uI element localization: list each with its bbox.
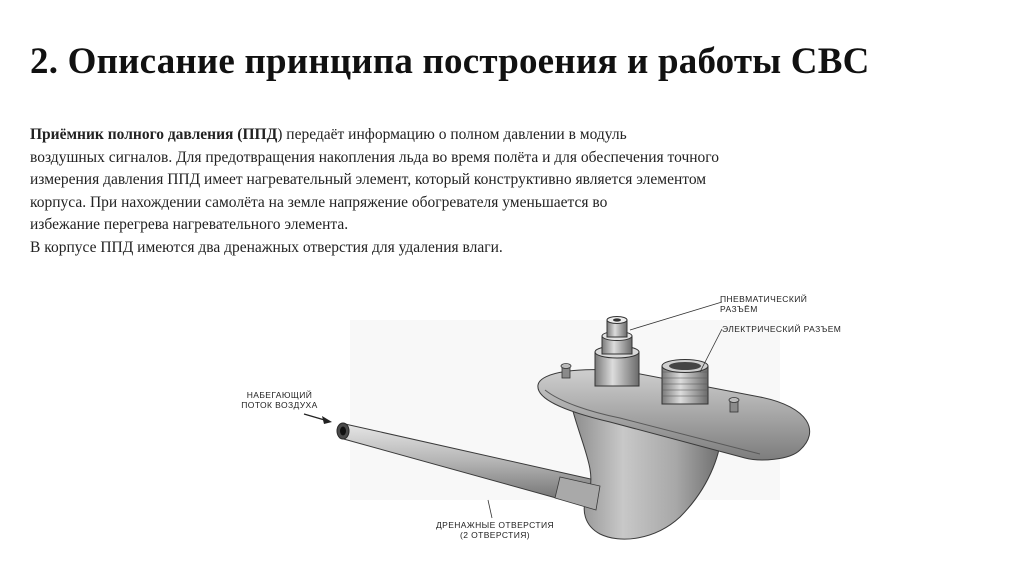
airflow-arrow <box>304 414 332 424</box>
callout-incoming-airflow: НАБЕГАЮЩИЙ ПОТОК ВОЗДУХА <box>241 390 318 410</box>
description-lead-rest: ) передаёт информацию о полном давлении в модуль <box>277 126 627 143</box>
slide-title: 2. Описание принципа построения и работы СВС <box>30 41 870 82</box>
description-line-1 <box>30 124 910 147</box>
description-line-2: воздушных сигналов. Для предотвращения накопления льда во время полёта и для обеспечения точного <box>30 148 720 166</box>
description-line-3: измерения давления ППД имеет нагревательный элемент, который конструктивно является элементом <box>30 171 707 188</box>
drain-holes-count: (2 ОТВЕРСТИЯ) <box>460 530 530 540</box>
callout-electrical-connector: ЭЛЕКТРИЧЕСКИЙ РАЗЪЕМ <box>722 324 842 334</box>
callout-drain-holes <box>430 520 560 540</box>
callout-pneumatic-connector: ПНЕВМАТИЧЕСКИЙ РАЗЪЁМ <box>720 294 808 314</box>
description-line-5: избежание перегрева нагревательного элемента. <box>30 216 349 233</box>
drain-holes-label: ДРЕНАЖНЫЕ ОТВЕРСТИЯ <box>435 520 555 530</box>
electrical-connector <box>662 360 708 405</box>
description-line-4: корпуса. При нахождении самолёта на земле напряжение обогревателя уменьшается во <box>30 193 608 211</box>
description-lead-bold: Приёмник полного давления (ППД <box>30 126 278 143</box>
pitot-probe-figure <box>200 272 880 568</box>
description-line-6: В корпусе ППД имеются два дренажных отверстия для удаления влаги. <box>30 238 503 256</box>
leader-drain <box>488 500 492 518</box>
description-paragraph <box>30 124 910 259</box>
